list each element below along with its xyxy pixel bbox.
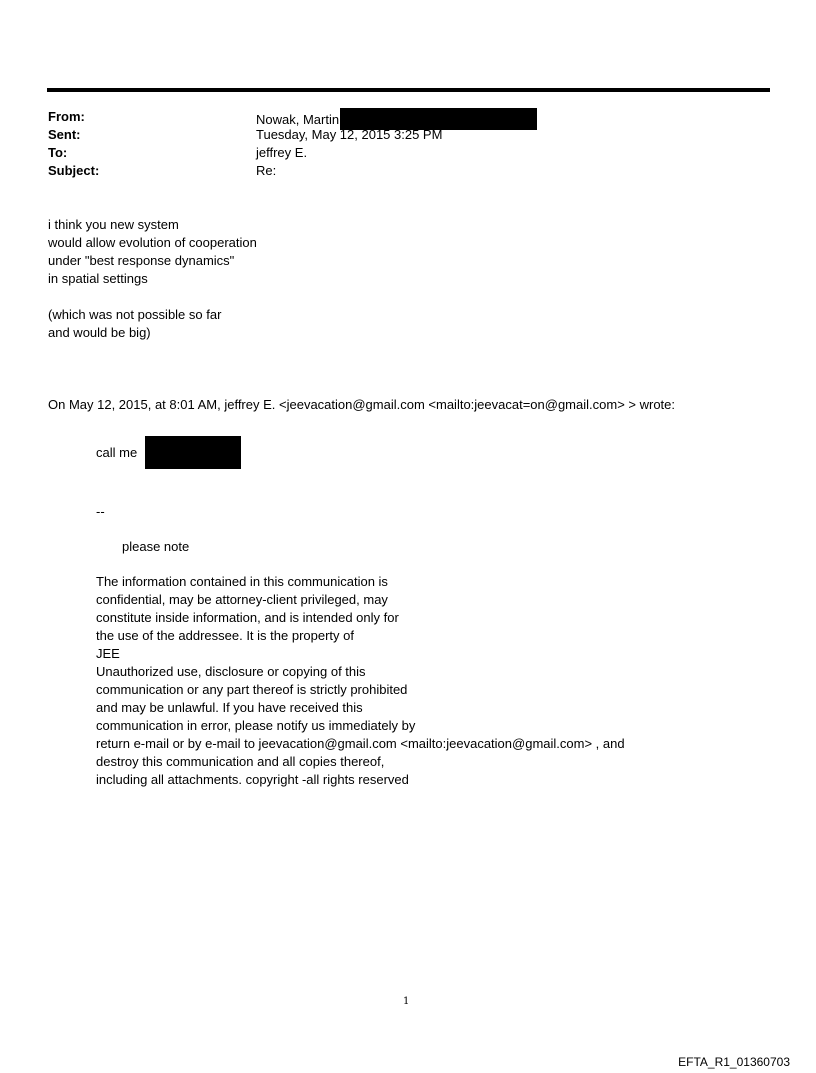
subject-value: Re: (256, 163, 277, 178)
reply-line: and would be big) (48, 325, 151, 340)
disclaimer-line: confidential, may be attorney-client privileged, may (96, 592, 388, 607)
to-value: jeffrey E. (256, 145, 308, 160)
disclaimer-line: including all attachments. copyright -all rights reserved (96, 772, 409, 787)
please-note (122, 538, 189, 556)
reply-line: i think you new system (48, 217, 179, 232)
call-me-text: call me (96, 444, 138, 460)
disclaimer-line: Unauthorized use, disclosure or copying of this (96, 664, 366, 679)
quoted-call-me (96, 436, 241, 469)
reply-line: under "best response dynamics" (48, 253, 235, 268)
signature-separator (96, 503, 105, 521)
subject-row (48, 162, 537, 180)
disclaimer-line: constitute inside information, and is intended only for (96, 610, 399, 625)
disclaimer-line: destroy this communication and all copies thereof, (96, 754, 385, 769)
disclaimer-line: JEE (96, 646, 120, 661)
to-label: To: (48, 145, 68, 160)
disclaimer-block (96, 573, 625, 789)
reply-line: (which was not possible so far (48, 307, 222, 322)
reply-line: in spatial settings (48, 271, 148, 286)
disclaimer-line: communication in error, please notify us immediately by (96, 718, 416, 733)
disclaimer-line: return e-mail or by e-mail to jeevacation@gmail.com <mailto:jeevacation@gmail.com> , and (96, 736, 625, 751)
from-name: Nowak, Martin (256, 112, 340, 127)
redaction-box (145, 436, 241, 469)
header-rule (47, 88, 770, 92)
reply-line: would allow evolution of cooperation (48, 235, 257, 250)
to-row (48, 144, 537, 162)
sent-label: Sent: (48, 127, 81, 142)
from-row (48, 108, 537, 126)
blank-line (48, 288, 257, 306)
please-note-text: please note (122, 539, 190, 554)
disclaimer-line: and may be unlawful. If you have received this (96, 700, 363, 715)
bates-number: EFTA_R1_01360703 (678, 1055, 790, 1069)
email-header (48, 108, 537, 180)
sent-value: Tuesday, May 12, 2015 3:25 PM (256, 127, 443, 142)
disclaimer-line: The information contained in this communication is (96, 574, 388, 589)
quote-header (48, 396, 675, 414)
from-label: From: (48, 109, 85, 124)
disclaimer-line: the use of the addressee. It is the property of (96, 628, 354, 643)
quote-header-text: On May 12, 2015, at 8:01 AM, jeffrey E. <jeevacation@gmail.com <mailto:jeevacat=on@gmail.com> > wrote: (48, 397, 675, 412)
disclaimer-line: communication or any part thereof is strictly prohibited (96, 682, 408, 697)
subject-label: Subject: (48, 163, 100, 178)
sig-sep: -- (96, 504, 105, 519)
from-value (256, 108, 537, 126)
reply-body (48, 216, 257, 342)
page-number: 1 (403, 996, 410, 1007)
